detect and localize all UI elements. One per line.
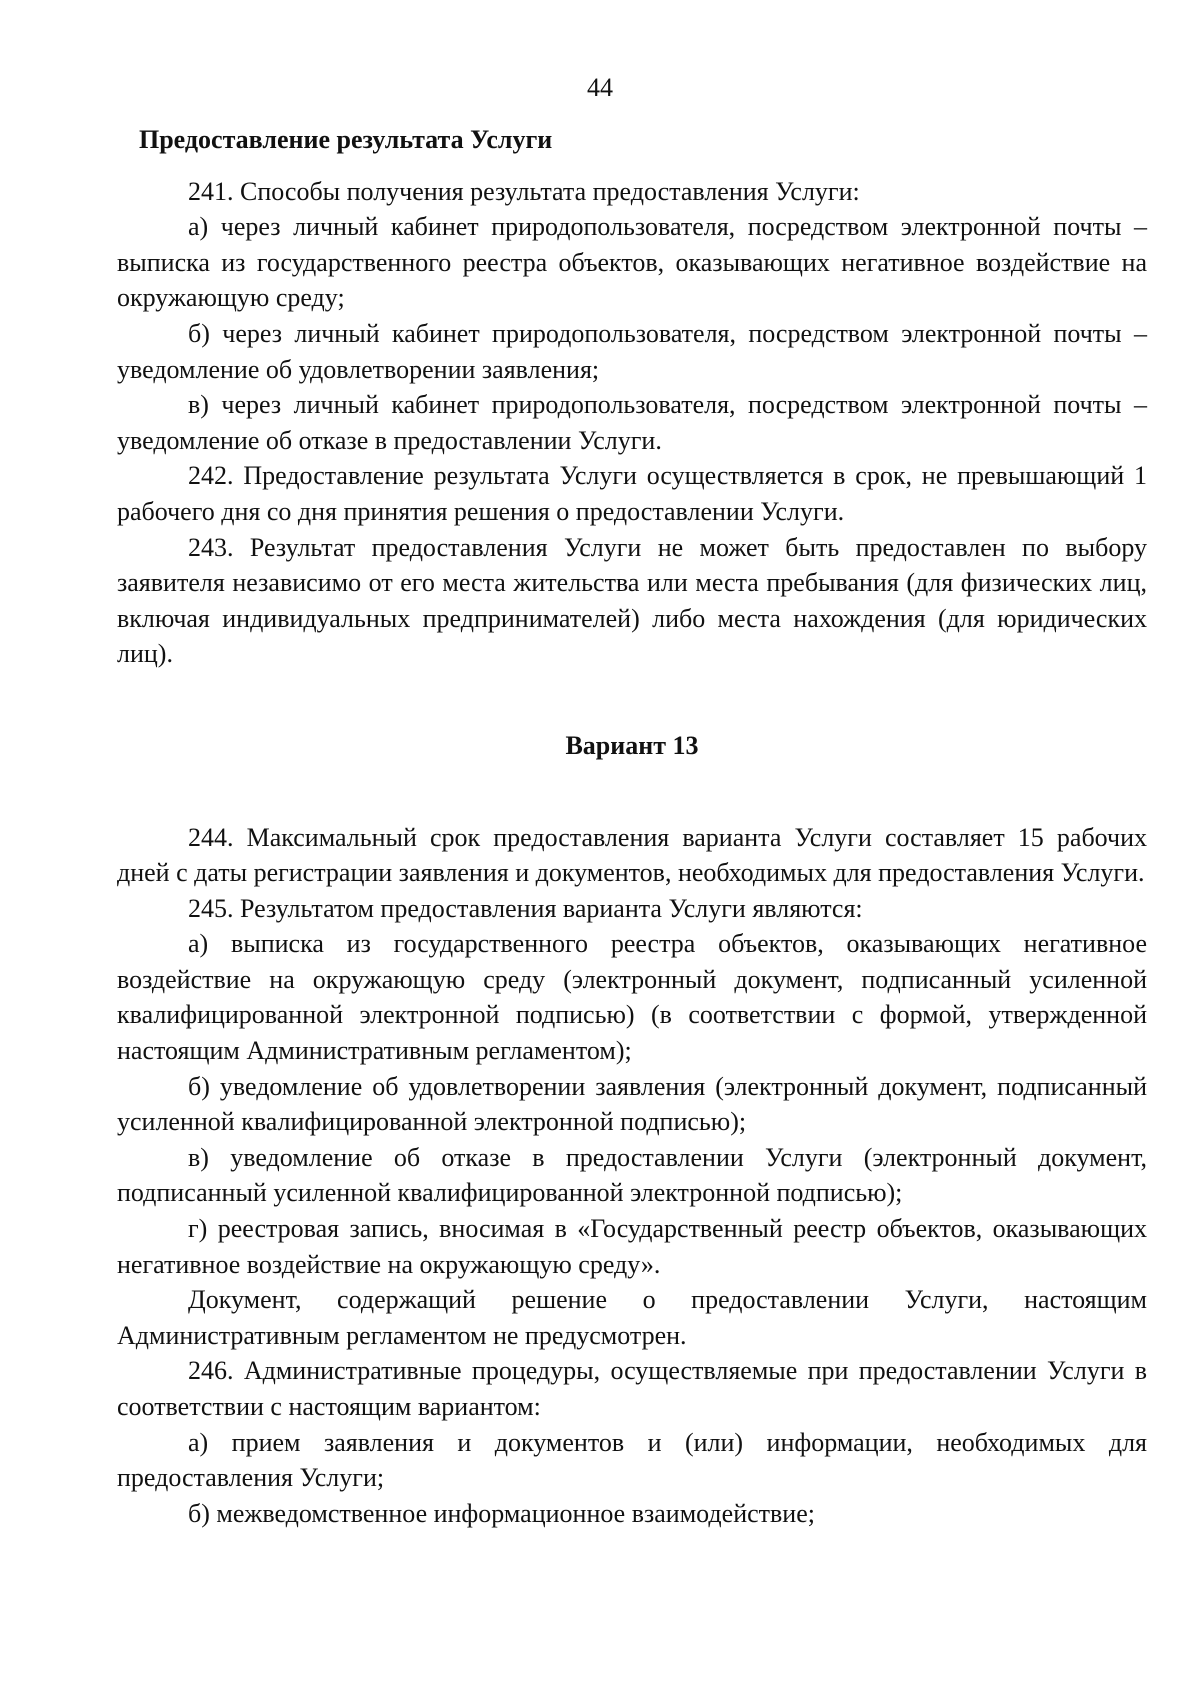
paragraph-245: 245. Результатом предоставления варианта Услуги являются: — [188, 893, 863, 923]
paragraph-241-c: в) через личный кабинет природопользователя, посредством электронной почты – уведомление об отказе в предоставлении Услуги. — [117, 390, 1147, 455]
document-body — [117, 122, 1147, 1531]
paragraph-243: 243. Результат предоставления Услуги не может быть предоставлен по выбору заявителя независимо от его места жительства или места пребывания (для физических лиц, включая индивидуальных предпринимателей) либо места нахождения (для юридических лиц). — [117, 532, 1147, 669]
variant-heading: Вариант 13 — [565, 730, 699, 760]
paragraph-241-a: а) через личный кабинет природопользователя, посредством электронной почты – выписка из государственного реестра объектов, оказывающих негативное воздействие на окружающую среду; — [117, 212, 1147, 313]
paragraph-246-b: б) межведомственное информационное взаимодействие; — [188, 1498, 815, 1528]
paragraph-245-b: б) уведомление об удовлетворении заявления (электронный документ, подписанный усиленной квалифицированной электронной подписью); — [117, 1071, 1147, 1137]
paragraph-242: 242. Предоставление результата Услуги осуществляется в срок, не превышающий 1 рабочего дня со дня принятия решения о предоставлении Услуги. — [117, 461, 1147, 526]
paragraph-245-c: в) уведомление об отказе в предоставлении Услуги (электронный документ, подписанный усиленной квалифицированной электронной подписью); — [117, 1142, 1147, 1208]
paragraph-241-b: б) через личный кабинет природопользователя, посредством электронной почты – уведомление об удовлетворении заявления; — [117, 318, 1147, 384]
paragraph-245-a: а) выписка из государственного реестра объектов, оказывающих негативное воздействие на окружающую среду (электронный документ, подписанный усиленной квалифицированной электронной подписью) (в соответствии с формой, утвержденной настоящим Административным регламентом); — [117, 929, 1147, 1066]
paragraph-245-d: г) реестровая запись, вносимая в «Государственный реестр объектов, оказывающих негативное воздействие на окружающую среду». — [117, 1214, 1147, 1279]
paragraph-246: 246. Административные процедуры, осуществляемые при предоставлении Услуги в соответствии с настоящим вариантом: — [117, 1356, 1147, 1421]
section-heading-result: Предоставление результата Услуги — [139, 125, 553, 154]
paragraph-246-a: а) прием заявления и документов и (или) информации, необходимых для предоставления Услуги; — [117, 1427, 1147, 1493]
page-number: 44 — [587, 73, 613, 102]
paragraph-document-note: Документ, содержащий решение о предоставлении Услуги, настоящим Административным регламентом не предусмотрен. — [117, 1285, 1147, 1350]
paragraph-244: 244. Максимальный срок предоставления варианта Услуги составляет 15 рабочих дней с даты регистрации заявления и документов, необходимых для предоставления Услуги. — [117, 822, 1147, 888]
paragraph-241: 241. Способы получения результата предоставления Услуги: — [188, 176, 860, 206]
